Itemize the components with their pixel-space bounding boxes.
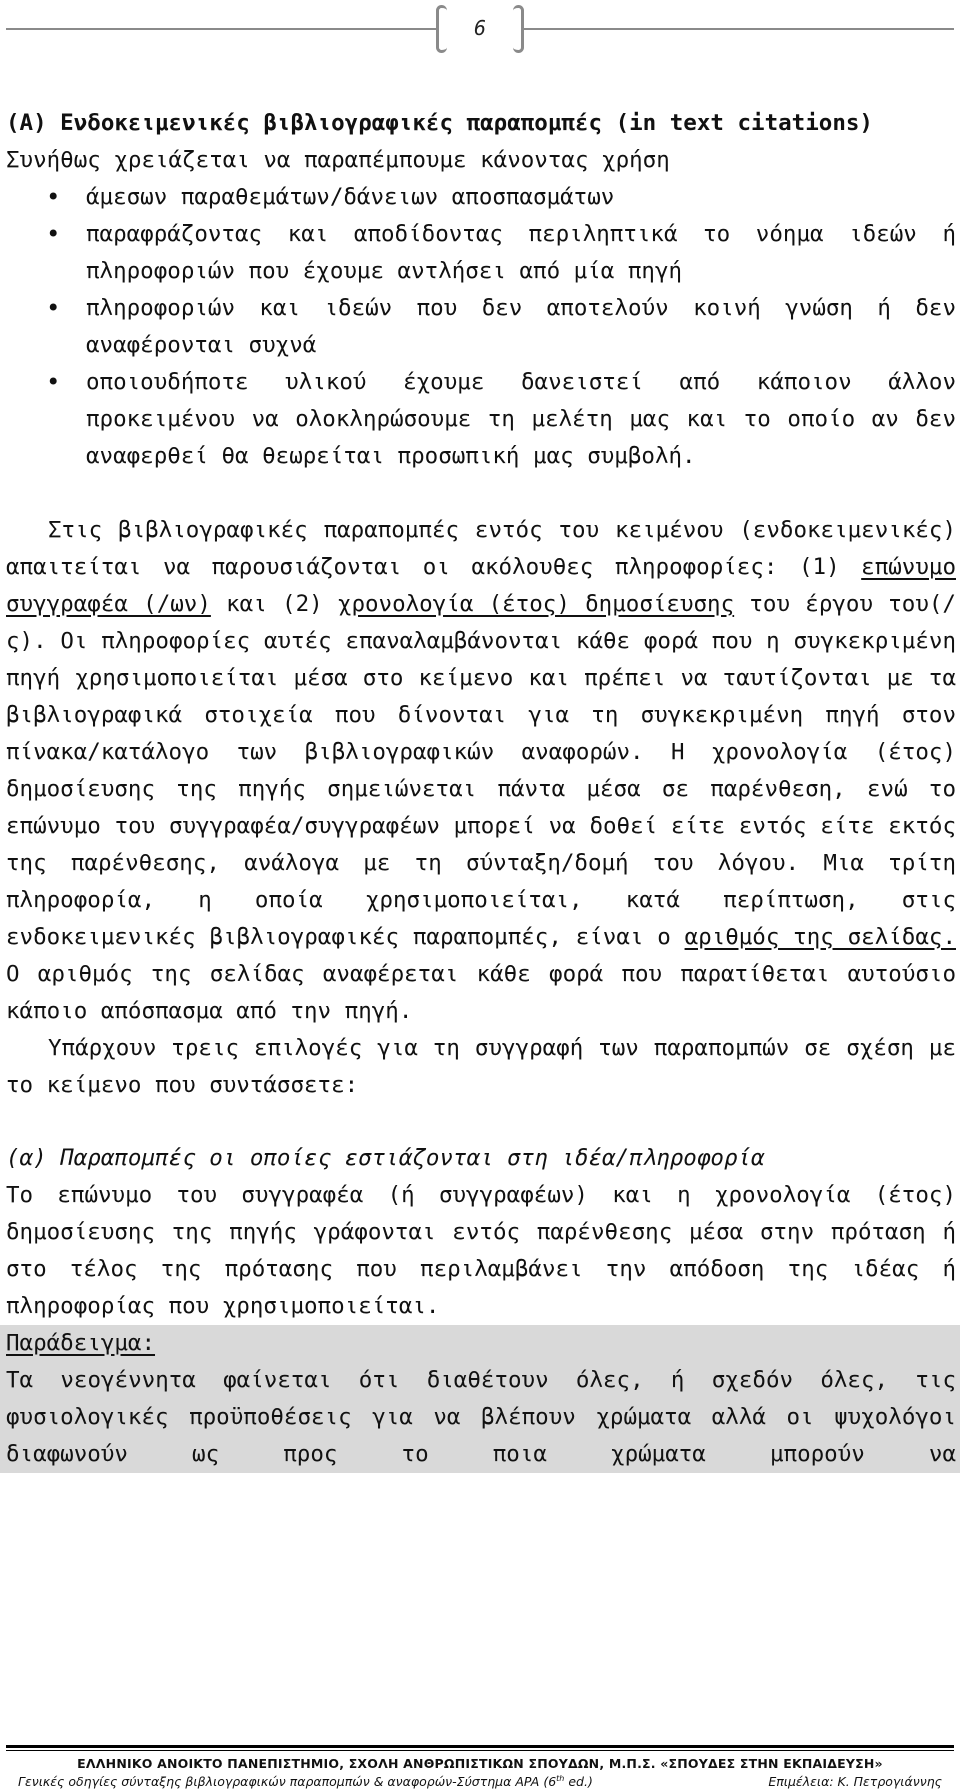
example-block (0, 1325, 960, 1473)
underlined-author-surname: επώνυμο συγγραφέα (/ων) (6, 554, 956, 617)
header-rule-left (6, 28, 436, 30)
example-text: Τα νεογέννητα φαίνεται ότι διαθέτουν όλες, ή σχεδόν όλες, τις φυσιολογικές προϋποθέσεις για να βλέπουν χρώματα αλλά οι ψυχολόγοι διαφωνούν ως προς το ποια χρώματα μπορούν να (6, 1367, 956, 1467)
intro-text: Συνήθως χρειάζεται να παραπέμπουμε κάνοντας χρήση (6, 147, 670, 173)
underlined-publication-year: χρονολογία (έτος) δημοσίευσης (337, 591, 735, 617)
footer-rule-thick (6, 1745, 954, 1748)
paragraph-options: Υπάρχουν τρεις επιλογές για τη συγγραφή των παραπομπών σε σχέση με το κείμενο που συντάσσετε: (6, 1035, 956, 1098)
bullet-list (6, 179, 956, 475)
page-footer (0, 1745, 960, 1789)
paragraph-idea-focused: Το επώνυμο του συγγραφέα (ή συγγραφέων) και η χρονολογία (έτος) δημοσίευσης της πηγής γράφονται εντός παρένθεσης μέσα στην πρόταση ή στο τέλος της πρότασης που περιλαμβάνει την απόδοση της ιδέας ή πληροφορίας που χρησιμοποιείται. (6, 1182, 956, 1319)
page-header (0, 0, 960, 56)
footer-rule-thin (6, 1750, 954, 1751)
footer-document-title: Γενικές οδηγίες σύνταξης βιβλιογραφικών παραπομπών & αναφορών-Σύστημα APA (6th ed.) (18, 1774, 593, 1790)
text-run: και (2) (210, 591, 338, 617)
text-run: Ο αριθμός της σελίδας αναφέρεται κάθε φορά που παρατίθεται αυτούσιο κάποιο απόσπασμα από την πηγή. (6, 961, 956, 1024)
text-run: του έργου του(/ς). Οι πληροφορίες αυτές επαναλαμβάνονται κάθε φορά που η συγκεκριμένη πηγή χρησιμοποιείται μέσα στο κείμενο και πρέπει να ταυτίζονται με τα βιβλιογραφικά στοιχεία που δίνονται για τη συγκεκριμένη πηγή στον πίνακα/κατάλογο των βιβλιογραφικών αναφορών. Η χρονολογία (έτος) δημοσίευσης της πηγής σημειώνεται πάντα μέσα σε παρένθεση, ενώ το επώνυμο του συγγραφέα/συγγραφέων μπορεί να δοθεί είτε εντός είτε εκτός της παρένθεσης, ανάλογα με τη σύνταξη/δομή του λόγου. Μια τρίτη πληροφορία, η οποία χρησιμοποιείται, κατά περίπτωση, στις ενδοκειμενικές βιβλιογραφικές παραπομπές, είναι ο (6, 591, 956, 950)
underlined-page-number: αριθμός της σελίδας. (684, 924, 956, 950)
bullet-item: • οποιουδήποτε υλικού έχουμε δανειστεί από κάποιον άλλον προκειμένου να ολοκληρώσουμε τη μελέτη μας και το οποίο αν δεν αναφερθεί θα θεωρείται προσωπική μας συμβολή. (6, 364, 956, 475)
bullet-item: • άμεσων παραθεμάτων/δάνειων αποσπασμάτων (6, 179, 956, 216)
example-label: Παράδειγμα: (6, 1330, 156, 1356)
text-run: Στις βιβλιογραφικές παραπομπές εντός του κειμένου (ενδοκειμενικές) απαιτείται να παρουσιάζονται οι ακόλουθες πληροφορίες: (1) (6, 517, 956, 580)
page-number: 6 (473, 16, 487, 40)
bullet-item: • πληροφοριών και ιδεών που δεν αποτελούν κοινή γνώση ή δεν αναφέρονται συχνά (6, 290, 956, 364)
footer-editor: Επιμέλεια: Κ. Πετρογιάννης (768, 1774, 942, 1789)
paragraph-citation-info (6, 512, 956, 1030)
header-rule-right (524, 28, 954, 30)
document-body (6, 105, 956, 1473)
footer-meta (0, 1774, 960, 1789)
section-heading: (A) Ενδοκειμενικές βιβλιογραφικές παραπομπές (in text citations) (6, 110, 873, 136)
bullet-item: • παραφράζοντας και αποδίδοντας περιληπτικά το νόημα ιδεών ή πληροφοριών που έχουμε αντλήσει από μία πηγή (6, 216, 956, 290)
subheading-idea-focused: (α) Παραπομπές οι οποίες εστιάζονται στη ιδέα/πληροφορία (6, 1145, 765, 1171)
footer-institution: ΕΛΛΗΝΙΚΟ ΑΝΟΙΚΤΟ ΠΑΝΕΠΙΣΤΗΜΙΟ, ΣΧΟΛΗ ΑΝΘΡΩΠΙΣΤΙΚΩΝ ΣΠΟΥΔΩΝ, Μ.Π.Σ. «ΣΠΟΥΔΕΣ ΣΤΗΝ ΕΚΠΑΙΔΕΥΣΗ» (77, 1756, 883, 1771)
